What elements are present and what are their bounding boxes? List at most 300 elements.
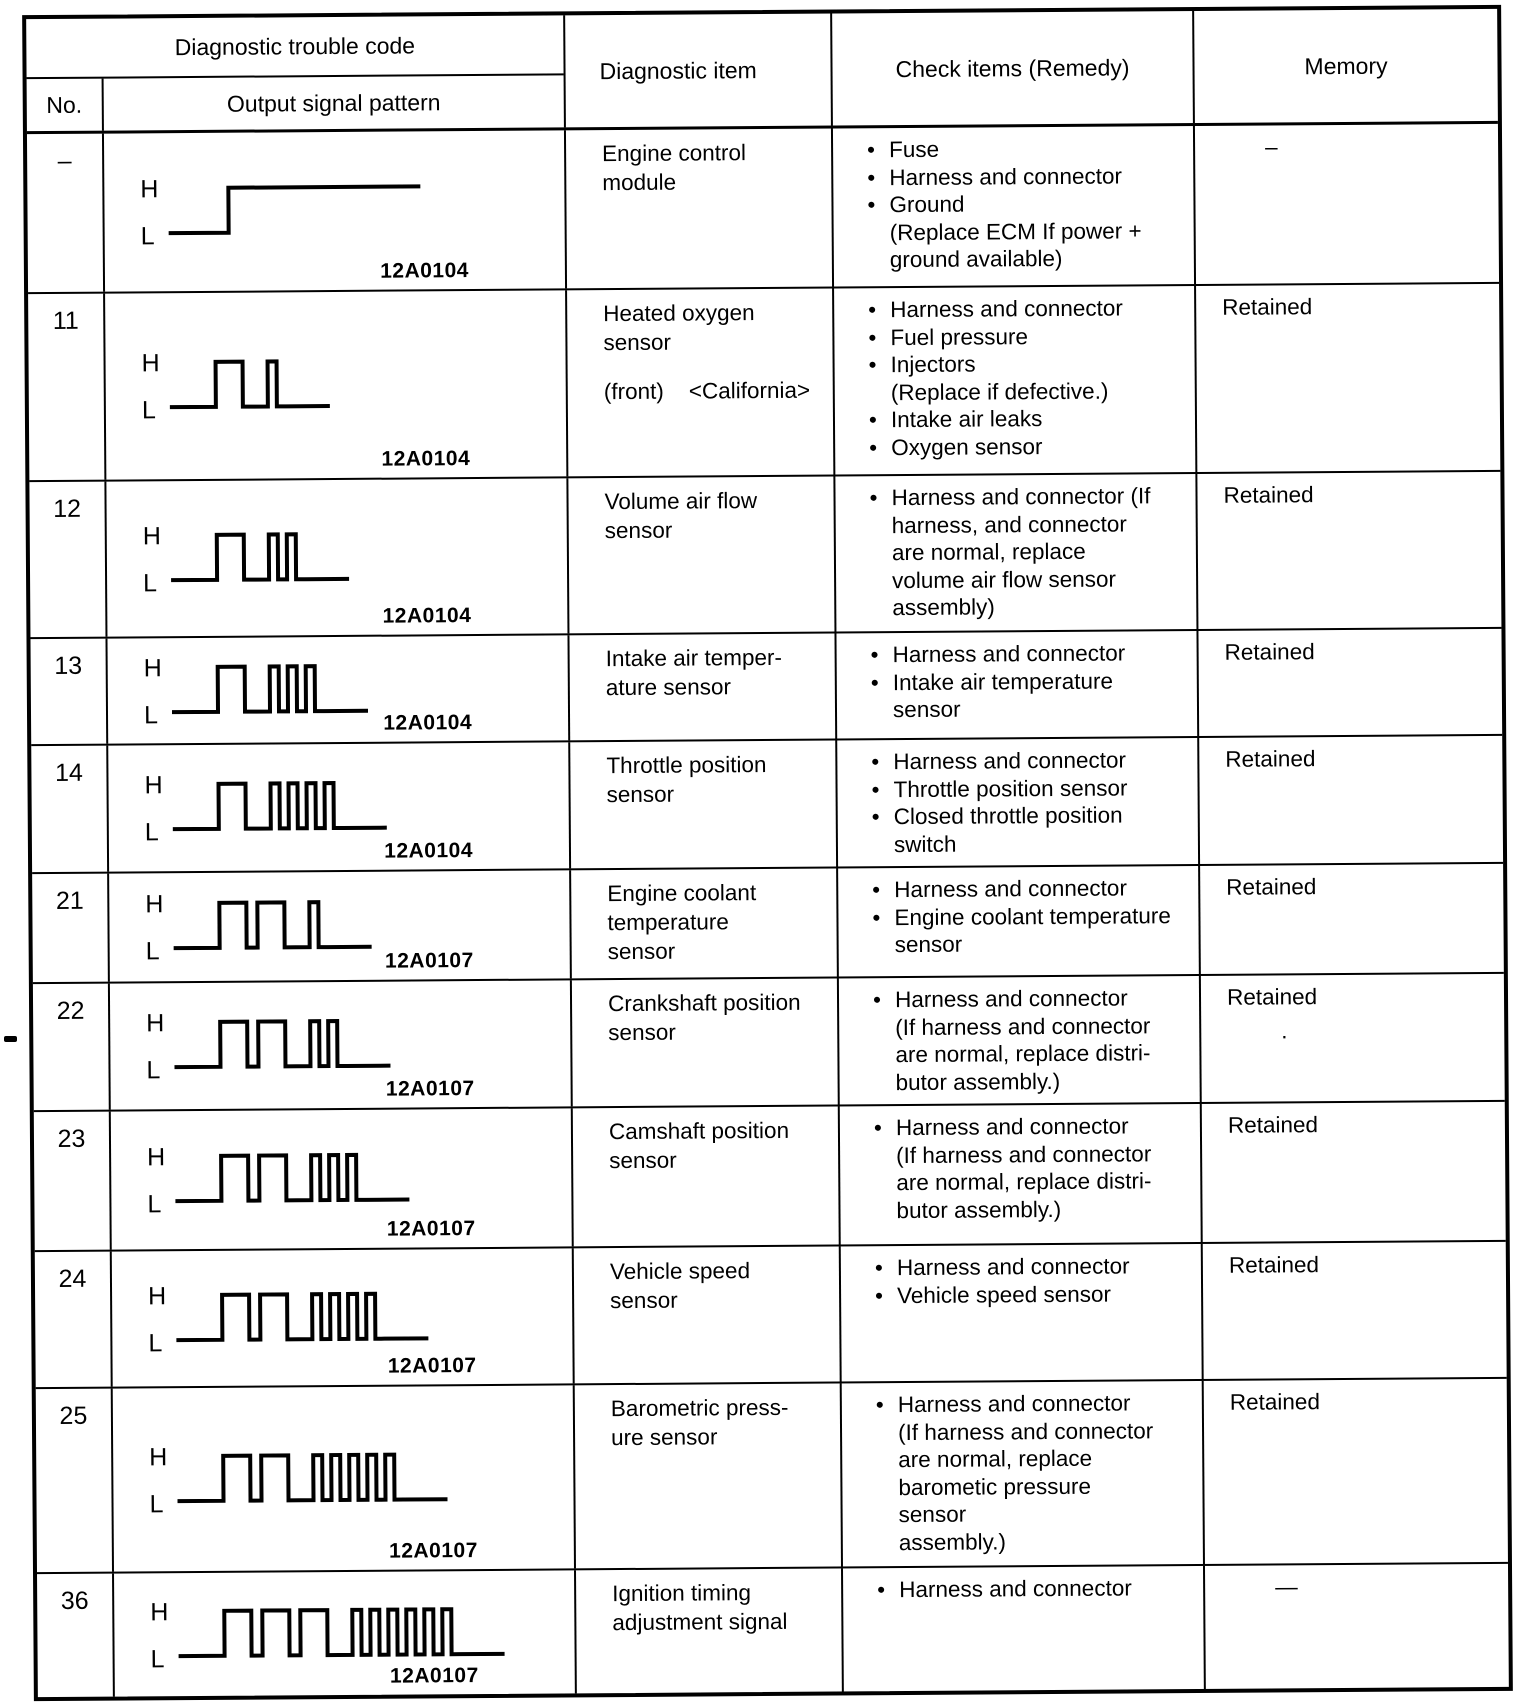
- signal-low-label: L: [149, 1489, 164, 1518]
- waveform-graphic: [169, 889, 378, 964]
- check-item: [872, 801, 1192, 831]
- signal-low-label: L: [140, 222, 155, 251]
- check-item-text: Vehicle speed sensor: [897, 1281, 1112, 1308]
- signal-level-labels: [141, 349, 160, 423]
- check-item: [873, 929, 1193, 959]
- check-items-cell: [834, 286, 1197, 475]
- signal-level-labels: [143, 522, 162, 596]
- check-item: [877, 1574, 1197, 1604]
- check-item-text: sensor: [892, 696, 961, 723]
- item-line: Vehicle speed: [609, 1258, 751, 1285]
- bullet-icon: •: [868, 297, 877, 323]
- check-item: [875, 1280, 1195, 1310]
- signal-waveform: [145, 889, 378, 965]
- bullet-spacer: [877, 1529, 899, 1557]
- bullet-spacer: [876, 1474, 898, 1502]
- signal-level-labels: [144, 654, 163, 728]
- header-diagnostic-item: Diagnostic item: [565, 14, 833, 128]
- check-item-text: sensor: [894, 931, 963, 958]
- bullet-icon: •: [871, 804, 880, 830]
- item-line: sensor: [608, 1019, 676, 1046]
- memory-value: Retained: [1223, 482, 1314, 508]
- memory-value: Retained: [1228, 1252, 1320, 1278]
- diagnostic-item-cell: [570, 741, 838, 869]
- bullet-icon: •: [877, 1577, 886, 1603]
- diagnostic-item-cell: [573, 1107, 841, 1247]
- waveform-graphic: [167, 520, 356, 595]
- bullet-icon: •: [871, 749, 880, 775]
- header-memory: Memory: [1304, 52, 1388, 79]
- check-item: [867, 189, 1187, 219]
- signal-low-label: L: [144, 818, 159, 847]
- table-row: [27, 124, 1499, 294]
- check-item: [869, 432, 1189, 462]
- table-row: [37, 1564, 1509, 1697]
- check-item-text: butor assembly.): [896, 1196, 1062, 1223]
- bullet-icon: •: [868, 324, 877, 350]
- check-item: [874, 1167, 1194, 1197]
- bullet-icon: •: [868, 407, 877, 433]
- check-item: [874, 1195, 1194, 1225]
- output-signal-pattern-cell: [105, 290, 568, 479]
- figure-code: 12A0107: [384, 949, 474, 973]
- output-signal-pattern-cell: [106, 478, 569, 636]
- item-line: Camshaft position: [608, 1117, 790, 1145]
- check-item: [874, 1140, 1194, 1170]
- bullet-spacer: [872, 831, 894, 859]
- diagnostic-item-cell: [567, 289, 835, 477]
- bullet-spacer: [873, 1041, 895, 1069]
- header-no: No.: [27, 79, 104, 132]
- check-item: [876, 1444, 1196, 1474]
- signal-level-labels: [140, 175, 159, 249]
- check-item: [873, 1012, 1193, 1042]
- figure-code: 12A0107: [385, 1077, 475, 1101]
- memory-cell: [1200, 864, 1504, 974]
- check-item-text: (If harness and connector: [895, 1012, 1151, 1040]
- check-item: [876, 1472, 1196, 1502]
- check-item-text: (If harness and connector: [896, 1140, 1152, 1168]
- signal-level-labels: [146, 1009, 165, 1083]
- check-item: [875, 1252, 1195, 1282]
- check-item-text: Harness and connector: [889, 163, 1123, 190]
- dtc-number: 36: [37, 1574, 115, 1698]
- check-item: [868, 294, 1188, 324]
- output-signal-pattern-cell: [114, 1570, 577, 1696]
- check-item-text: harness, and connector: [891, 510, 1127, 538]
- check-item-text: barometic pressure: [898, 1473, 1092, 1500]
- check-item: [869, 404, 1189, 434]
- signal-low-label: L: [147, 1190, 162, 1219]
- check-items-cell: [840, 1104, 1203, 1245]
- diagnostic-item-cell: [566, 129, 834, 289]
- signal-low-label: L: [143, 568, 158, 597]
- bullet-spacer: [870, 512, 892, 540]
- bullet-icon: •: [870, 642, 879, 668]
- check-item-text: (If harness and connector: [897, 1417, 1154, 1445]
- figure-code: 12A0107: [387, 1354, 477, 1378]
- check-item-text: are normal, replace distri-: [896, 1168, 1152, 1196]
- diagnostic-item-cell: [575, 1383, 843, 1568]
- item-line: Engine control: [602, 140, 747, 167]
- item-line: Intake air temper-: [605, 644, 783, 672]
- item-line: Throttle position: [606, 752, 767, 779]
- check-item-text: assembly.): [898, 1528, 1007, 1555]
- bullet-spacer: [870, 594, 892, 622]
- item-line: sensor: [607, 938, 676, 965]
- item-line: Crankshaft position: [607, 989, 801, 1017]
- bullet-icon: •: [869, 485, 878, 511]
- item-line: Volume air flow: [604, 488, 758, 515]
- bullet-spacer: [874, 1142, 896, 1170]
- check-item: [871, 667, 1191, 697]
- bullet-icon: •: [872, 904, 881, 930]
- check-item-text: switch: [893, 831, 957, 857]
- waveform-graphic: [170, 1008, 397, 1084]
- dtc-number: 13: [30, 639, 108, 745]
- item-line: Ignition timing: [612, 1580, 752, 1607]
- check-item-text: Harness and connector: [890, 295, 1123, 323]
- bullet-icon: •: [872, 987, 882, 1013]
- check-item: [869, 482, 1189, 512]
- memory-value: –: [1264, 134, 1278, 160]
- bullet-spacer: [873, 1014, 895, 1042]
- check-item-text: Closed throttle position: [893, 802, 1123, 830]
- memory-note: .: [1281, 1018, 1288, 1044]
- check-item: [869, 377, 1189, 407]
- signal-level-labels: [144, 771, 163, 845]
- check-item: [877, 1527, 1197, 1557]
- check-items-cell: [836, 631, 1199, 739]
- header-dtc-group-label: Diagnostic trouble code: [26, 15, 563, 79]
- header-check-items: Check items (Remedy): [832, 11, 1195, 126]
- check-item: [872, 829, 1192, 859]
- check-item-text: Harness and connector: [896, 1253, 1130, 1281]
- header-dtc-group: [26, 15, 566, 131]
- item-line: module: [602, 169, 677, 196]
- table-row: [33, 974, 1505, 1112]
- check-item: [870, 510, 1190, 540]
- bullet-icon: •: [869, 434, 878, 460]
- check-items-cell: [839, 976, 1202, 1105]
- check-item-text: Injectors: [890, 351, 976, 378]
- memory-cell: [1196, 284, 1500, 472]
- diagnostic-item-cell: [571, 869, 839, 979]
- diagnostic-item-cell: [568, 477, 836, 634]
- check-item-text: Fuel pressure: [890, 323, 1029, 350]
- check-items-cell: [838, 866, 1201, 977]
- signal-waveform: [148, 1280, 435, 1356]
- check-item-text: Harness and connector: [899, 1575, 1132, 1603]
- dtc-number: –: [27, 134, 105, 293]
- output-signal-pattern-cell: [113, 1385, 576, 1571]
- bullet-spacer: [871, 696, 893, 724]
- check-item: [873, 984, 1193, 1014]
- signal-high-label: H: [143, 653, 162, 682]
- check-item: [871, 746, 1191, 776]
- item-line: ature sensor: [605, 674, 732, 701]
- signal-high-label: H: [150, 1597, 169, 1626]
- item-line: ure sensor: [610, 1424, 718, 1451]
- signal-high-label: H: [149, 1442, 168, 1471]
- table-row: [32, 864, 1504, 984]
- diagnostic-item-cell: [569, 634, 837, 741]
- check-item-text: Harness and connector: [894, 875, 1127, 903]
- check-item: [868, 217, 1188, 247]
- table-row: [29, 472, 1501, 639]
- signal-low-label: L: [146, 1056, 161, 1085]
- item-line: (front) <California>: [603, 377, 811, 405]
- signal-level-labels: [150, 1598, 169, 1672]
- signal-waveform: [150, 1595, 511, 1672]
- memory-cell: [1205, 1564, 1509, 1689]
- check-item-text: (Replace if defective.): [890, 378, 1109, 405]
- bullet-icon: •: [875, 1282, 884, 1308]
- check-items-cell: [843, 1566, 1206, 1692]
- item-line: temperature: [607, 909, 729, 936]
- check-item: [876, 1389, 1196, 1419]
- output-signal-pattern-cell: [108, 742, 571, 871]
- signal-level-labels: [145, 890, 164, 964]
- check-item-text: Harness and connector: [893, 747, 1127, 775]
- item-line: Barometric press-: [610, 1394, 789, 1422]
- check-item-text: Fuse: [889, 136, 940, 163]
- diagnostic-trouble-code-table: [22, 5, 1513, 1701]
- item-line: adjustment signal: [612, 1608, 788, 1636]
- signal-level-labels: [147, 1143, 166, 1217]
- signal-low-label: L: [143, 700, 159, 729]
- table-row: [31, 736, 1503, 874]
- output-signal-pattern-cell: [109, 870, 572, 981]
- signal-high-label: H: [147, 1143, 166, 1172]
- figure-code: 12A0107: [389, 1664, 479, 1688]
- check-item-text: Harness and connector: [894, 985, 1128, 1013]
- check-item: [867, 162, 1187, 192]
- signal-low-label: L: [150, 1644, 165, 1673]
- bullet-icon: •: [867, 137, 876, 163]
- waveform-graphic: [172, 1280, 435, 1356]
- signal-high-label: H: [147, 1281, 167, 1310]
- check-item: [870, 565, 1190, 595]
- check-item: [871, 694, 1191, 724]
- waveform-graphic: [171, 1141, 416, 1217]
- memory-cell: [1197, 472, 1501, 629]
- item-line: sensor: [603, 329, 672, 356]
- bullet-icon: •: [873, 1115, 882, 1141]
- memory-value: Retained: [1227, 1112, 1319, 1138]
- check-item: [868, 322, 1188, 352]
- check-item: [871, 639, 1191, 669]
- bullet-icon: •: [874, 1255, 883, 1281]
- check-item-text: butor assembly.): [895, 1068, 1061, 1095]
- table-row: [35, 1242, 1507, 1389]
- check-items-cell: [835, 474, 1198, 632]
- item-line: Heated oxygen: [603, 300, 755, 327]
- signal-high-label: H: [141, 349, 160, 378]
- check-item-text: volume air flow sensor: [892, 566, 1117, 593]
- figure-code: 12A0104: [381, 447, 471, 471]
- dtc-number: 23: [34, 1112, 112, 1251]
- item-line: [604, 356, 825, 378]
- waveform-graphic: [168, 770, 393, 846]
- bullet-icon: •: [870, 669, 879, 695]
- check-item-text: Intake air leaks: [890, 406, 1043, 433]
- signal-high-label: H: [146, 1009, 165, 1038]
- check-item-text: sensor: [898, 1501, 967, 1528]
- check-item-text: Intake air temperature: [892, 668, 1114, 695]
- diagnostic-item-cell: [572, 979, 840, 1107]
- signal-waveform: [149, 1441, 454, 1517]
- dtc-number: 22: [33, 984, 111, 1111]
- output-signal-pattern-cell: [104, 130, 567, 291]
- waveform-graphic: [168, 652, 375, 727]
- signal-waveform: [144, 770, 393, 846]
- item-line: Engine coolant: [607, 880, 757, 907]
- memory-value: Retained: [1226, 874, 1317, 900]
- check-item-text: (Replace ECM If power +: [889, 217, 1142, 245]
- signal-high-label: H: [142, 521, 161, 550]
- bullet-spacer: [870, 539, 892, 567]
- check-item-text: Harness and connector (If: [891, 483, 1151, 511]
- check-item: [873, 1039, 1193, 1069]
- memory-cell: [1199, 736, 1503, 864]
- check-item-text: Harness and connector: [897, 1390, 1131, 1418]
- memory-value: Retained: [1222, 294, 1313, 320]
- bullet-spacer: [868, 246, 890, 274]
- bullet-icon: •: [872, 877, 881, 903]
- check-item-text: Harness and connector: [892, 640, 1126, 668]
- table-row: [28, 284, 1500, 482]
- signal-waveform: [140, 173, 427, 249]
- dtc-number: 12: [29, 482, 107, 638]
- check-item-text: are normal, replace: [891, 538, 1086, 566]
- table-body: [27, 124, 1509, 1697]
- check-items-cell: [833, 126, 1196, 287]
- memory-value: Retained: [1226, 984, 1318, 1010]
- waveform-graphic: [164, 173, 427, 249]
- item-line: sensor: [606, 781, 675, 808]
- signal-level-labels: [148, 1282, 167, 1356]
- bullet-spacer: [874, 1197, 896, 1225]
- output-signal-pattern-cell: [107, 635, 570, 743]
- waveform-graphic: [166, 348, 337, 423]
- check-item: [871, 774, 1191, 804]
- figure-code: 12A0104: [383, 711, 473, 735]
- diagnostic-item-cell: [576, 1568, 844, 1693]
- diagnostic-item-cell: [574, 1246, 842, 1383]
- check-item: [867, 134, 1187, 164]
- figure-code: 12A0107: [389, 1539, 478, 1563]
- check-item: [877, 1499, 1197, 1529]
- check-item-text: Throttle position sensor: [893, 774, 1128, 802]
- memory-value: Retained: [1224, 639, 1315, 665]
- table-header: [26, 9, 1498, 134]
- bullet-spacer: [868, 219, 890, 247]
- signal-waveform: [143, 520, 356, 595]
- check-item: [870, 592, 1190, 622]
- bullet-spacer: [869, 379, 891, 407]
- check-item: [872, 902, 1192, 932]
- memory-cell: [1195, 124, 1499, 284]
- output-signal-pattern-cell: [112, 1248, 575, 1386]
- check-item: [874, 1112, 1194, 1142]
- check-item: [872, 874, 1192, 904]
- memory-cell: [1202, 1102, 1506, 1242]
- check-items-cell: [841, 1244, 1204, 1382]
- signal-low-label: L: [145, 937, 160, 966]
- signal-waveform: [147, 1141, 416, 1217]
- waveform-graphic: [173, 1441, 454, 1517]
- check-item: [870, 537, 1190, 567]
- output-signal-pattern-cell: [110, 980, 573, 1109]
- bullet-icon: •: [868, 352, 877, 378]
- check-item: [874, 1067, 1194, 1097]
- bullet-spacer: [874, 1169, 896, 1197]
- memory-value: Retained: [1225, 746, 1316, 772]
- scan-artifact-dash: [4, 1036, 17, 1042]
- signal-level-labels: [149, 1443, 168, 1517]
- check-item-text: are normal, replace distri-: [895, 1040, 1151, 1068]
- item-line: sensor: [604, 517, 673, 544]
- signal-low-label: L: [148, 1328, 163, 1357]
- signal-high-label: H: [140, 175, 159, 204]
- check-item-text: Harness and connector: [895, 1113, 1129, 1141]
- check-item-text: Oxygen sensor: [891, 433, 1043, 460]
- dtc-number: 14: [31, 746, 109, 873]
- check-item-text: Ground: [889, 191, 965, 218]
- bullet-icon: •: [867, 164, 876, 190]
- signal-low-label: L: [141, 396, 156, 425]
- signal-waveform: [146, 1008, 397, 1084]
- check-items-cell: [837, 738, 1200, 867]
- table-row: [34, 1102, 1506, 1252]
- memory-value: —: [1275, 1574, 1298, 1600]
- dtc-number: 24: [35, 1252, 113, 1388]
- memory-value: Retained: [1229, 1389, 1321, 1415]
- bullet-icon: •: [867, 192, 876, 218]
- check-item-text: assembly): [892, 594, 995, 621]
- check-item-text: are normal, replace: [898, 1445, 1093, 1473]
- table-row: [36, 1379, 1508, 1574]
- check-item-text: ground available): [889, 245, 1063, 273]
- bullet-icon: •: [871, 776, 880, 802]
- memory-cell: [1198, 629, 1502, 736]
- figure-code: 12A0104: [384, 839, 474, 863]
- dtc-number: 21: [32, 874, 110, 983]
- check-item: [868, 244, 1188, 274]
- signal-waveform: [144, 652, 375, 728]
- bullet-spacer: [874, 1069, 896, 1097]
- table-row: [30, 629, 1502, 746]
- bullet-spacer: [876, 1446, 898, 1474]
- bullet-spacer: [873, 931, 895, 959]
- bullet-spacer: [876, 1419, 898, 1447]
- memory-cell: [1203, 1242, 1507, 1379]
- bullet-spacer: [877, 1501, 899, 1529]
- header-dtc-subrow: [27, 75, 564, 131]
- bullet-spacer: [870, 567, 892, 595]
- figure-code: 12A0107: [386, 1217, 476, 1241]
- signal-waveform: [141, 348, 336, 423]
- check-item-text: Engine coolant temperature: [894, 902, 1171, 930]
- figure-code: 12A0104: [382, 604, 472, 628]
- header-output-signal-pattern: Output signal pattern: [226, 88, 441, 117]
- item-line: sensor: [609, 1147, 677, 1174]
- dtc-number: 25: [36, 1389, 114, 1573]
- item-line: sensor: [610, 1287, 678, 1314]
- check-item: [868, 349, 1188, 379]
- memory-cell: [1204, 1379, 1508, 1564]
